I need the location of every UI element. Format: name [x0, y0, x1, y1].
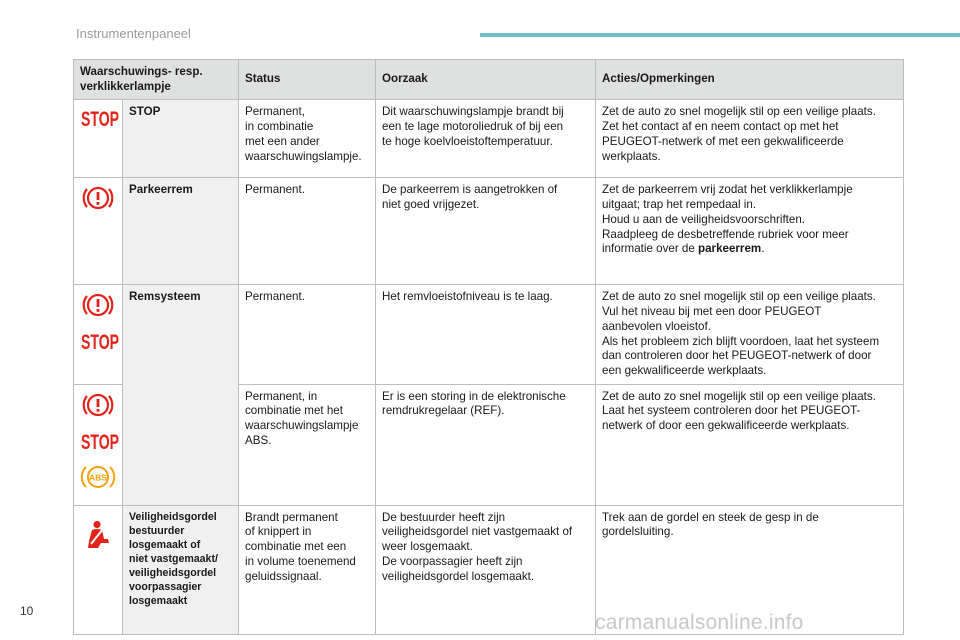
- table-row: [74, 285, 904, 384]
- status-cell: Permanent.: [239, 178, 376, 285]
- warning-lamps-table: [73, 59, 904, 635]
- svg-text:STOP: STOP: [81, 108, 119, 132]
- status-cell: Permanent, in combinatie met een ander waarschuwingslampje.: [239, 100, 376, 178]
- column-header-status: Status: [239, 60, 376, 100]
- cause-cell: Het remvloeistofniveau is te laag.: [376, 285, 596, 384]
- warning-exclamation-icon: [81, 390, 115, 420]
- watermark: carmanualsonline.info: [595, 611, 804, 634]
- lamp-icon-cell: [74, 505, 123, 634]
- lamp-icon-cell: [74, 178, 123, 285]
- section-title: Instrumentenpaneel: [76, 26, 191, 41]
- status-cell: Brandt permanent of knippert in combinatie met een in volume toenemend geluidssignaal.: [239, 505, 376, 634]
- abs-icon: [80, 462, 116, 492]
- table-row: [74, 178, 904, 285]
- lamp-name: Remsysteem: [123, 285, 239, 505]
- status-cell: Permanent.: [239, 285, 376, 384]
- action-text: Zet de parkeerrem vrij zodat het verklikkerlampje uitgaat; trap het rempedaal in. Houd u aan de veiligheidsvoorschriften. Raadpleeg de desbetreffende rubriek voor meer informatie over de: [602, 183, 853, 256]
- action-cell: Zet de auto zo snel mogelijk stil op een veilige plaats. Zet het contact af en neem contact op met het PEUGEOT-netwerk of met een gekwalificeerde werkplaats.: [596, 100, 904, 178]
- lamp-icon-cell: [74, 384, 123, 505]
- table-row: [74, 100, 904, 178]
- lamp-name: Veiligheidsgordel bestuurder losgemaakt of niet vastgemaakt/ veiligheidsgordel voorpassagier losgemaakt: [123, 505, 239, 634]
- warning-exclamation-icon: [81, 183, 115, 213]
- action-cell: [596, 178, 904, 285]
- stop-icon: [80, 428, 120, 454]
- cause-cell: Dit waarschuwingslampje brandt bij een te lage motoroliedruk of bij een te hoge koelvloeistoftemperatuur.: [376, 100, 596, 178]
- lamp-icon-cell: [74, 285, 123, 384]
- lamp-icon-cell: [74, 100, 123, 178]
- action-cell: Zet de auto zo snel mogelijk stil op een veilige plaats. Laat het systeem controleren door het PEUGEOT- netwerk of door een gekwalificeerde werkplaats.: [596, 384, 904, 505]
- table-header-row: [74, 60, 904, 100]
- page-number: 10: [20, 604, 34, 618]
- status-cell: Permanent, in combinatie met het waarschuwingslampje ABS.: [239, 384, 376, 505]
- stop-icon: [80, 105, 120, 131]
- svg-text:STOP: STOP: [81, 430, 119, 454]
- lamp-name: STOP: [123, 100, 239, 178]
- cause-cell: Er is een storing in de elektronische remdrukregelaar (REF).: [376, 384, 596, 505]
- seatbelt-icon: [84, 520, 112, 550]
- column-header-actions: Acties/Opmerkingen: [596, 60, 904, 100]
- action-bold-term: parkeerrem: [698, 242, 762, 256]
- column-header-lamp: Waarschuwings- resp. verklikkerlampje: [74, 60, 239, 100]
- svg-text:ABS: ABS: [89, 472, 107, 483]
- warning-exclamation-icon: [81, 290, 115, 320]
- action-cell: Zet de auto zo snel mogelijk stil op een veilige plaats. Vul het niveau bij met een door PEUGEOT aanbevolen vloeistof. Als het probleem zich blijft voordoen, laat het systeem dan controleren door het PEUGEOT-netwerk of door een gekwalificeerde werkplaats.: [596, 285, 904, 384]
- action-text-end: .: [761, 242, 765, 256]
- action-cell: Trek aan de gordel en steek de gesp in de gordelsluiting.: [596, 505, 904, 634]
- cause-cell: De bestuurder heeft zijn veiligheidsgordel niet vastgemaakt of weer losgemaakt. De voorpassagier heeft zijn veiligheidsgordel losgemaakt.: [376, 505, 596, 634]
- svg-text:STOP: STOP: [81, 331, 119, 355]
- lamp-name: Parkeerrem: [123, 178, 239, 285]
- header-rule: [480, 33, 960, 37]
- cause-cell: De parkeerrem is aangetrokken of niet goed vrijgezet.: [376, 178, 596, 285]
- column-header-cause: Oorzaak: [376, 60, 596, 100]
- stop-icon: [80, 328, 120, 354]
